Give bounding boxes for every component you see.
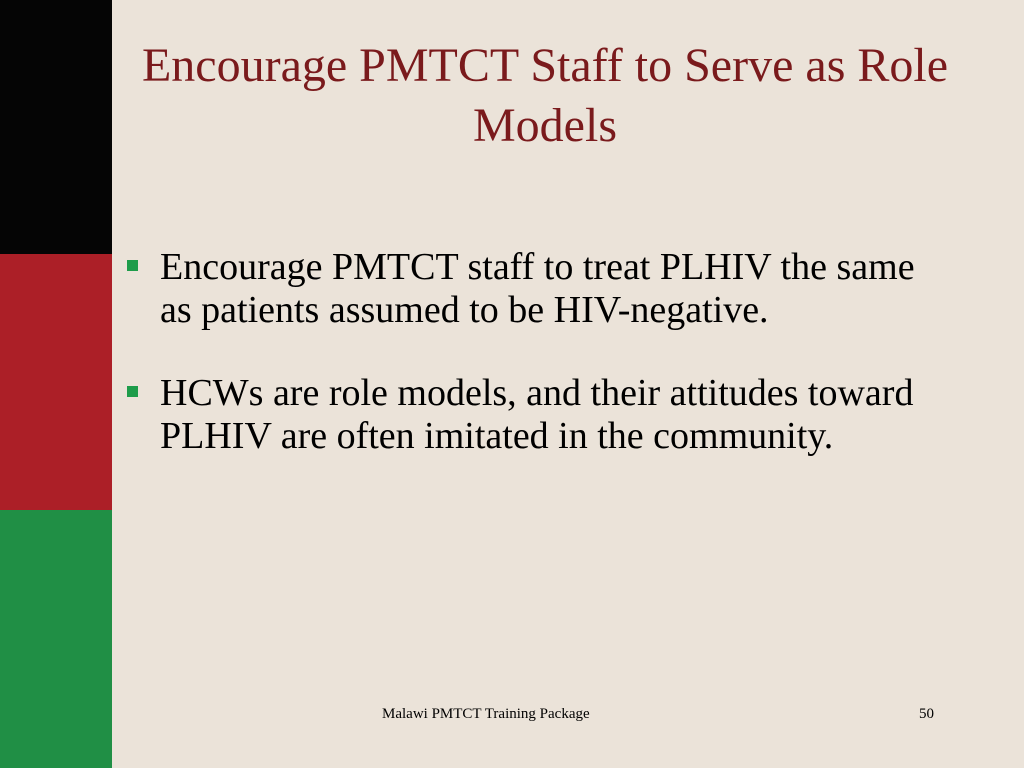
bullet-text: Encourage PMTCT staff to treat PLHIV the same as patients assumed to be HIV-negative. bbox=[160, 246, 915, 331]
bullet-list bbox=[125, 246, 935, 458]
flag-stripe-black bbox=[0, 0, 112, 254]
bullet-item bbox=[125, 246, 935, 332]
flag-stripe-green bbox=[0, 510, 112, 768]
flag-stripe-red bbox=[0, 254, 112, 510]
square-bullet-icon bbox=[127, 386, 138, 397]
page-number: 50 bbox=[919, 706, 934, 722]
slide-title: Encourage PMTCT Staff to Serve as Role Models bbox=[141, 39, 949, 152]
square-bullet-icon bbox=[127, 260, 138, 271]
bullet-item bbox=[125, 372, 935, 458]
bullet-text: HCWs are role models, and their attitudes toward PLHIV are often imitated in the community. bbox=[160, 372, 914, 457]
footer-text: Malawi PMTCT Training Package bbox=[382, 706, 590, 722]
flag-color-bar bbox=[0, 0, 112, 768]
